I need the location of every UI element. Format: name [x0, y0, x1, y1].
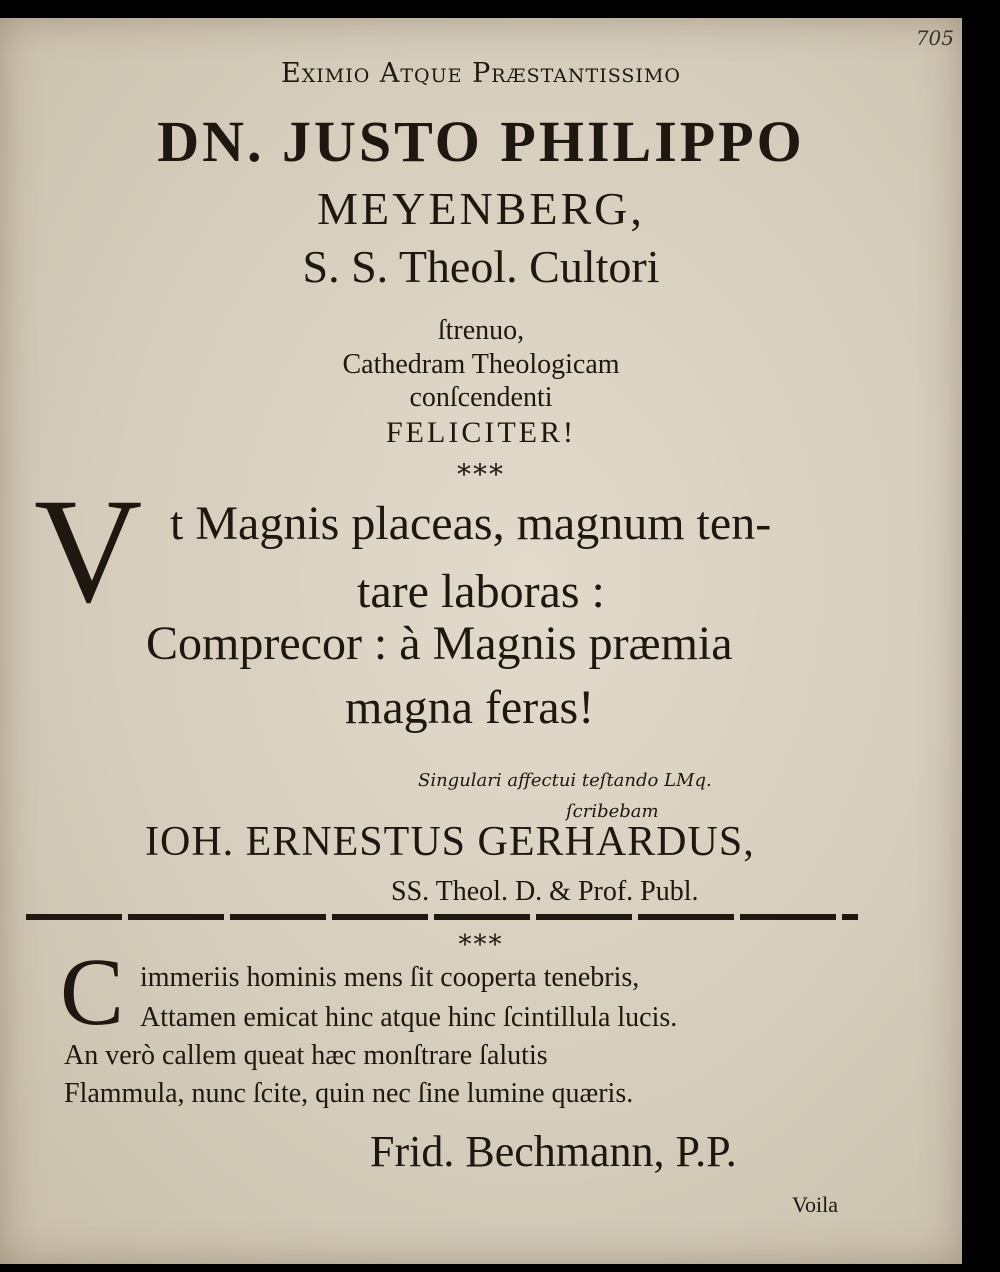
dedication-line-1: Eximio Atque Præstantissimo: [281, 58, 681, 89]
signature-title: SS. Theol. D. & Prof. Publ.: [391, 876, 699, 907]
epigram-line-4: magna feras!: [345, 681, 595, 734]
dedication-line-5: ſtrenuo,: [437, 315, 525, 346]
poem-line-4: Flammula, nunc ſcite, quin nec ſine lumine quæris.: [64, 1078, 634, 1109]
signature-note: Singulari affectui teſtando LMq.: [418, 770, 712, 791]
epigram-line-2: tare laboras :: [357, 565, 605, 618]
dedication-title: S. S. Theol. Cultori: [302, 241, 660, 292]
dedication-name: DN. JUSTO PHILIPPO: [157, 109, 805, 174]
dedication-surname: MEYENBERG,: [317, 183, 645, 234]
dedication-line-7: conſcendenti: [409, 382, 553, 413]
asterism-2: ***: [458, 930, 504, 960]
poem-line-1: immeriis hominis mens ſit cooperta tenebris,: [140, 962, 640, 993]
epigram-line-3: Comprecor : à Magnis præmia: [146, 617, 733, 670]
signature-bechmann: Frid. Bechmann, P.P.: [370, 1127, 737, 1176]
page-number: 705: [915, 26, 954, 50]
document-page: [0, 18, 962, 1264]
dedication-line-6: Cathedram Theologicam: [342, 349, 620, 380]
dropcap-c: C: [60, 938, 125, 1045]
signature-note-2: ſcribebam: [566, 801, 659, 822]
poem-line-3: An verò callem queat hæc monſtrare ſalutis: [64, 1040, 548, 1071]
epigram-line-1: t Magnis placeas, magnum ten-: [170, 497, 772, 550]
dedication-feliciter: FELICITER!: [386, 416, 576, 449]
asterism-1: ***: [457, 458, 505, 491]
poem-line-2: Attamen emicat hinc atque hinc ſcintillula lucis.: [140, 1002, 678, 1033]
divider-rule: [26, 914, 858, 920]
dropcap-v: V: [34, 468, 143, 634]
catchword: Voila: [792, 1192, 839, 1217]
signature-gerhardus: IOH. ERNESTUS GERHARDUS,: [145, 819, 755, 865]
